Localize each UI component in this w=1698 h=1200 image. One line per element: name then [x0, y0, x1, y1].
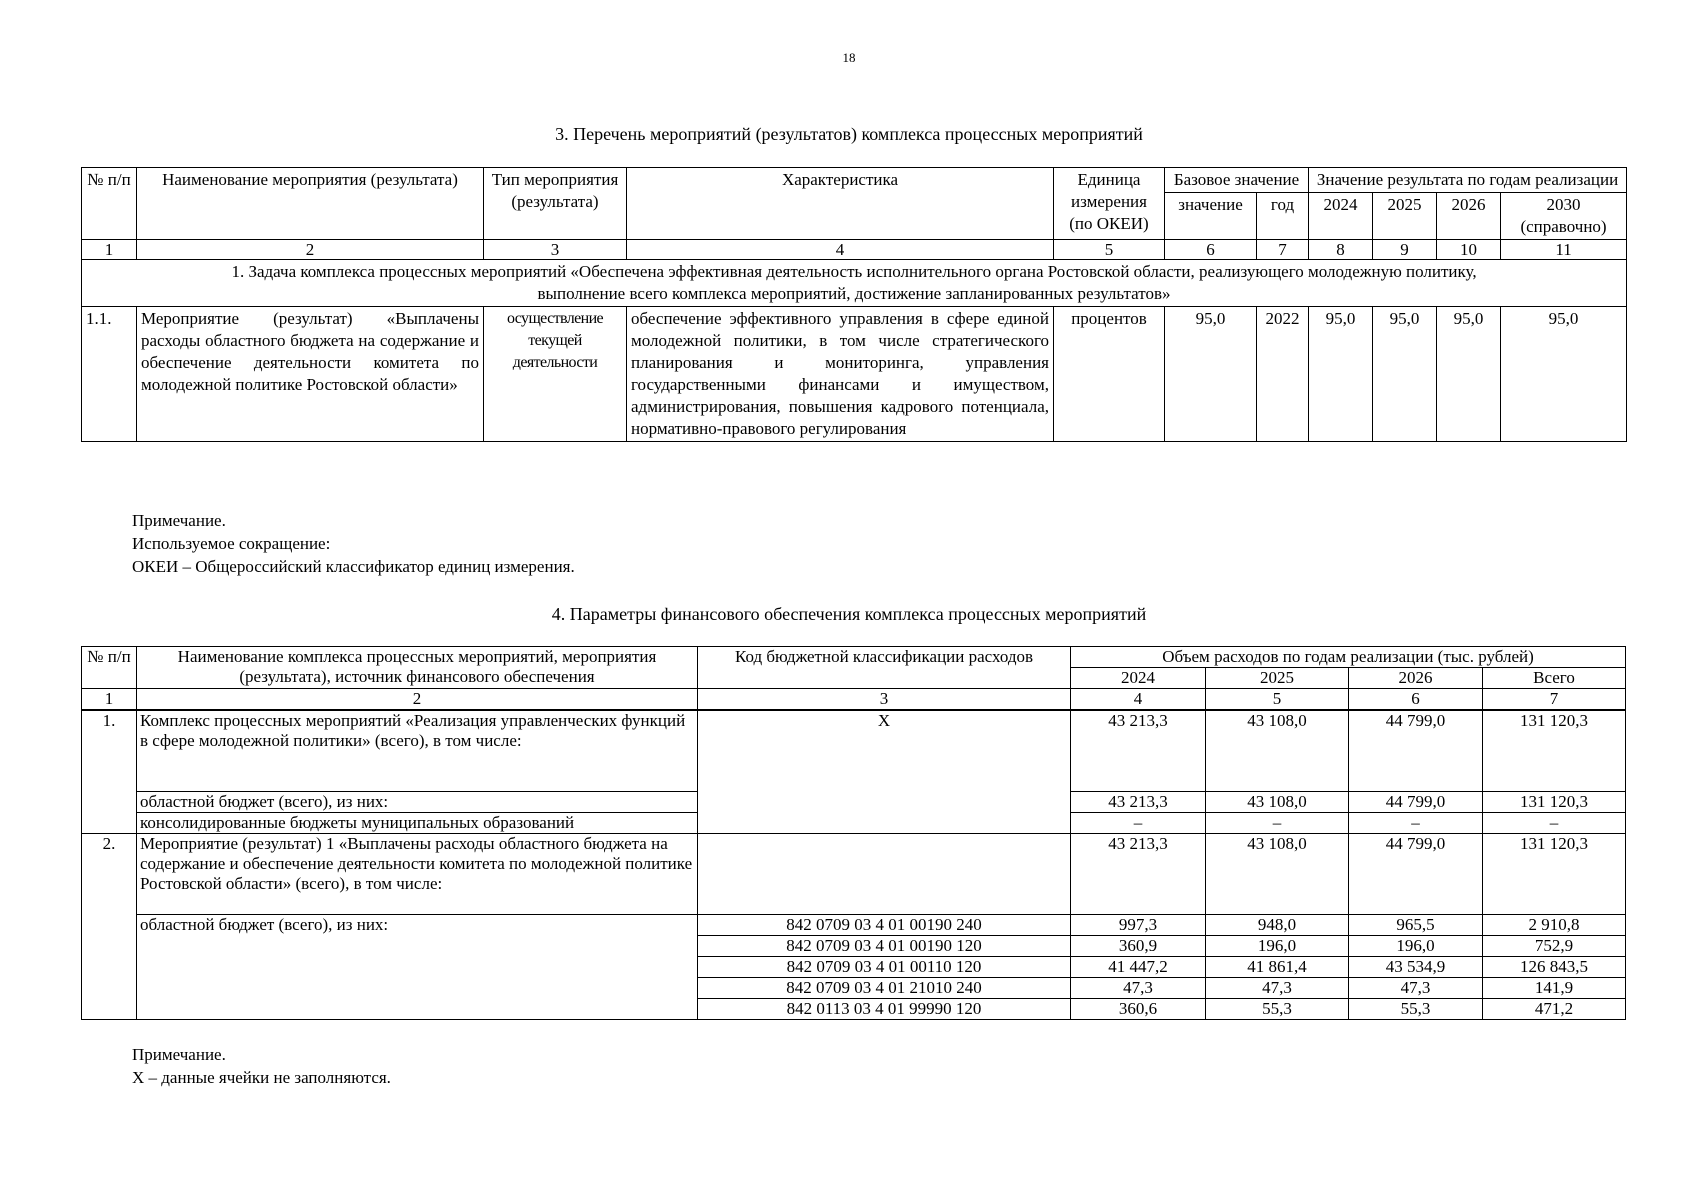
col-number: 5: [1206, 689, 1349, 711]
row-total: 131 120,3: [1483, 792, 1626, 813]
header-2026: 2026: [1349, 668, 1483, 689]
row-2030: 95,0: [1501, 307, 1627, 442]
column-numbers-row: [82, 689, 1626, 711]
row-2024: 47,3: [1071, 978, 1206, 999]
row-2026: 44 799,0: [1349, 710, 1483, 792]
row-2025: 55,3: [1206, 999, 1349, 1020]
row-2025: 47,3: [1206, 978, 1349, 999]
note-line: Примечание.: [132, 1045, 226, 1064]
note-line: ОКЕИ – Общероссийский классификатор единиц измерения.: [132, 557, 575, 576]
row-base-year: 2022: [1257, 307, 1309, 442]
row-2025: –: [1206, 813, 1349, 834]
header-type: Тип мероприятия (результата): [484, 168, 627, 240]
row-2025: 43 108,0: [1206, 710, 1349, 792]
header-name: Наименование комплекса процессных мероприятий, мероприятия (результата), источник финансового обеспечения: [137, 647, 698, 689]
row-code: 842 0709 03 4 01 21010 240: [698, 978, 1071, 999]
table-row: [82, 834, 1626, 915]
row-code: 842 0113 03 4 01 99990 120: [698, 999, 1071, 1020]
row-total: 2 910,8: [1483, 915, 1626, 936]
table-row: [82, 307, 1627, 442]
col-number: 10: [1437, 240, 1501, 260]
header-num: № п/п: [82, 647, 137, 689]
notes-section4: [132, 1043, 391, 1089]
col-number: 8: [1309, 240, 1373, 260]
col-number: 2: [137, 689, 698, 711]
header-characteristic: Характеристика: [627, 168, 1054, 240]
row-2024: 43 213,3: [1071, 710, 1206, 792]
row-2024: 997,3: [1071, 915, 1206, 936]
header-2024: 2024: [1309, 193, 1373, 240]
header-base: Базовое значение: [1165, 168, 1309, 193]
row-name: Комплекс процессных мероприятий «Реализация управленческих функций в сфере молодежной политики» (всего), в том числе:: [137, 710, 698, 792]
row-unit: процентов: [1054, 307, 1165, 442]
header-base-value: значение: [1165, 193, 1257, 240]
row-2024: 41 447,2: [1071, 957, 1206, 978]
row-2026: 44 799,0: [1349, 792, 1483, 813]
col-number: 2: [137, 240, 484, 260]
col-number: 7: [1257, 240, 1309, 260]
row-2026: 965,5: [1349, 915, 1483, 936]
col-number: 1: [82, 689, 137, 711]
note-line: Используемое сокращение:: [132, 534, 331, 553]
row-total: 471,2: [1483, 999, 1626, 1020]
col-number: 4: [1071, 689, 1206, 711]
row-2026: –: [1349, 813, 1483, 834]
header-volume: Объем расходов по годам реализации (тыс. рублей): [1071, 647, 1626, 668]
row-name: Мероприятие (результат) 1 «Выплачены расходы областного бюджета на содержание и обеспечение деятельности комитета по молодежной политике Ростовской области» (всего), в том числе:: [137, 834, 698, 915]
row-2026: 196,0: [1349, 936, 1483, 957]
row-2026: 43 534,9: [1349, 957, 1483, 978]
row-code: 842 0709 03 4 01 00190 120: [698, 936, 1071, 957]
section4-title: 4. Параметры финансового обеспечения комплекса процессных мероприятий: [551, 604, 1147, 624]
row-code: [698, 834, 1071, 915]
row-code: 842 0709 03 4 01 00190 240: [698, 915, 1071, 936]
row-2026: 55,3: [1349, 999, 1483, 1020]
col-number: 1: [82, 240, 137, 260]
col-number: 3: [698, 689, 1071, 711]
row-code: 842 0709 03 4 01 00110 120: [698, 957, 1071, 978]
note-line: Х – данные ячейки не заполняются.: [132, 1068, 391, 1087]
table-row: [82, 710, 1626, 792]
header-2025: 2025: [1373, 193, 1437, 240]
col-number: 6: [1165, 240, 1257, 260]
row-2026: 44 799,0: [1349, 834, 1483, 915]
row-2024: 360,6: [1071, 999, 1206, 1020]
header-2024: 2024: [1071, 668, 1206, 689]
col-number: 9: [1373, 240, 1437, 260]
column-numbers-row: [82, 240, 1627, 260]
row-2024: 43 213,3: [1071, 834, 1206, 915]
row-2026: 47,3: [1349, 978, 1483, 999]
page-number: 18: [842, 50, 856, 65]
header-2025: 2025: [1206, 668, 1349, 689]
notes-section3: [132, 509, 575, 578]
row-characteristic: обеспечение эффективного управления в сфере единой молодежной политики, в том числе стратегического планирования и мониторинга, управления государственными финансами и имуществом, администрирования, повышения кадрового потенциала, нормативно-правового регулирования: [627, 307, 1054, 442]
header-result: Значение результата по годам реализации: [1309, 168, 1627, 193]
col-number: 11: [1501, 240, 1627, 260]
row-2025: 948,0: [1206, 915, 1349, 936]
table-row: [82, 915, 1626, 936]
row-type: осуществление текущей деятельности: [484, 307, 627, 442]
header-name: Наименование мероприятия (результата): [137, 168, 484, 240]
row-name: консолидированные бюджеты муниципальных образований: [137, 813, 698, 834]
header-2030: 2030 (справочно): [1501, 193, 1627, 240]
row-name: областной бюджет (всего), из них:: [137, 915, 698, 1020]
row-num: 2.: [82, 834, 137, 1020]
col-number: 5: [1054, 240, 1165, 260]
header-2026: 2026: [1437, 193, 1501, 240]
row-2025: 95,0: [1373, 307, 1437, 442]
header-code: Код бюджетной классификации расходов: [698, 647, 1071, 689]
col-number: 3: [484, 240, 627, 260]
row-2024: 360,9: [1071, 936, 1206, 957]
row-total: –: [1483, 813, 1626, 834]
row-num: 1.: [82, 710, 137, 834]
row-name: Мероприятие (результат) «Выплачены расходы областного бюджета на содержание и обеспечение деятельности комитета по молодежной политике Ростовской области»: [137, 307, 484, 442]
header-num: № п/п: [82, 168, 137, 240]
row-2025: 43 108,0: [1206, 834, 1349, 915]
row-name: областной бюджет (всего), из них:: [137, 792, 698, 813]
col-number: 7: [1483, 689, 1626, 711]
finance-table: [81, 646, 1626, 1020]
row-total: 131 120,3: [1483, 710, 1626, 792]
row-2024: 43 213,3: [1071, 792, 1206, 813]
row-num: 1.1.: [82, 307, 137, 442]
row-code: Х: [698, 710, 1071, 834]
col-number: 4: [627, 240, 1054, 260]
task-row: 1. Задача комплекса процессных мероприятий «Обеспечена эффективная деятельность исполнительного органа Ростовской области, реализующего молодежную политику, выполнение всего комплекса мероприятий, достижение запланированных результатов»: [82, 260, 1627, 307]
row-total: 141,9: [1483, 978, 1626, 999]
col-number: 6: [1349, 689, 1483, 711]
row-total: 131 120,3: [1483, 834, 1626, 915]
header-base-year: год: [1257, 193, 1309, 240]
row-2025: 43 108,0: [1206, 792, 1349, 813]
row-2024: 95,0: [1309, 307, 1373, 442]
row-2026: 95,0: [1437, 307, 1501, 442]
row-total: 126 843,5: [1483, 957, 1626, 978]
row-2024: –: [1071, 813, 1206, 834]
activities-table: [81, 167, 1627, 442]
row-2025: 196,0: [1206, 936, 1349, 957]
row-2025: 41 861,4: [1206, 957, 1349, 978]
header-total: Всего: [1483, 668, 1626, 689]
section3-title: 3. Перечень мероприятий (результатов) комплекса процессных мероприятий: [555, 124, 1143, 144]
row-base-value: 95,0: [1165, 307, 1257, 442]
row-total: 752,9: [1483, 936, 1626, 957]
header-unit: Единица измерения (по ОКЕИ): [1054, 168, 1165, 240]
note-line: Примечание.: [132, 511, 226, 530]
